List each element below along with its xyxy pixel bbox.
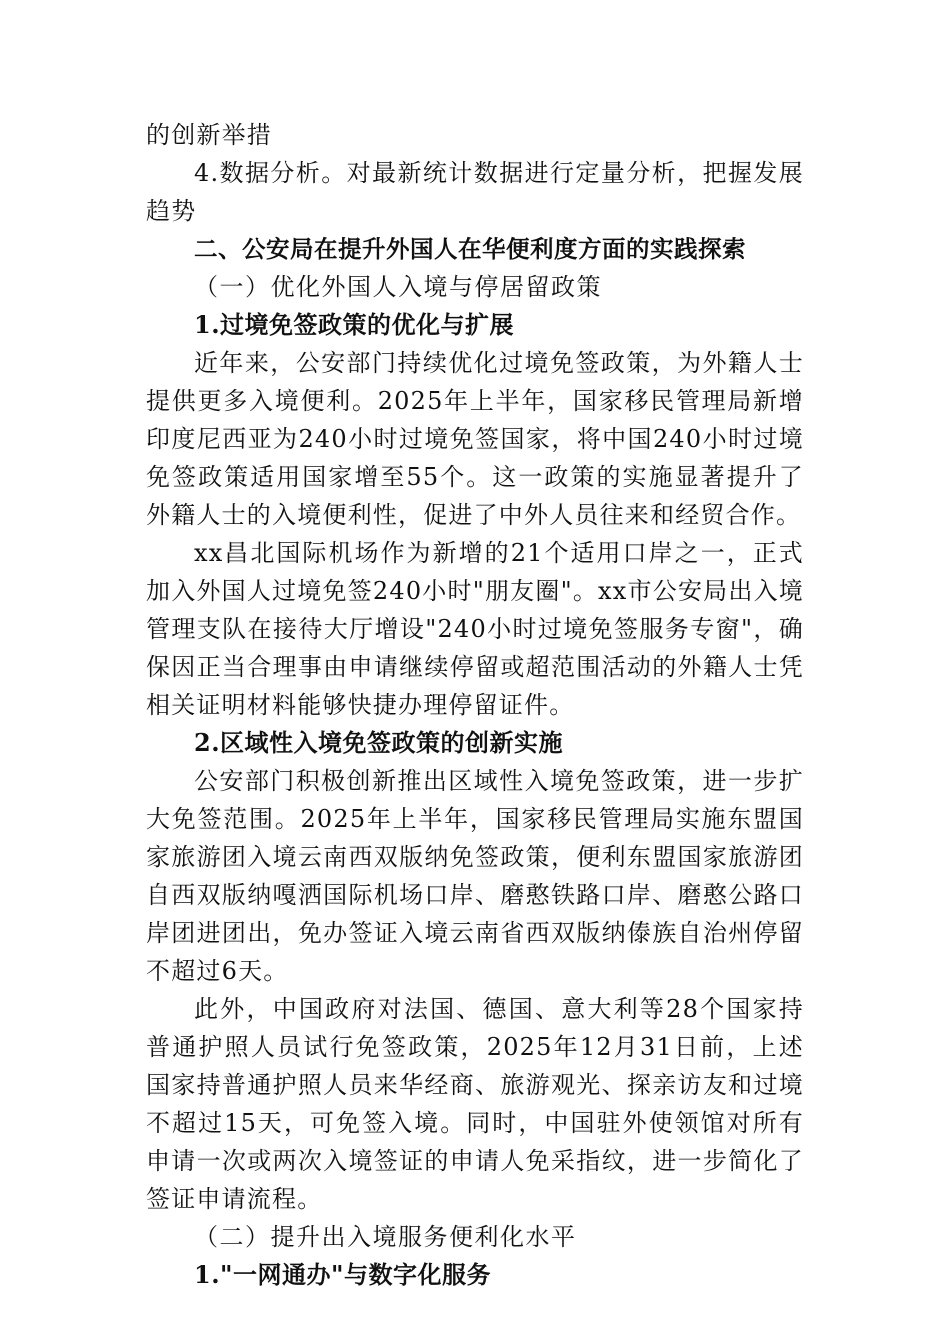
paragraph-visa-free-countries: 此外，中国政府对法国、德国、意大利等28个国家持普通护照人员试行免签政策，2025年12月31日前，上述国家持普通护照人员来华经商、旅游观光、探亲访友和过境不超过15天，可免签入境。同时，中国驻外使领馆对所有申请一次或两次入境签证的申请人免采指纹，进一步简化了签证申请流程。: [146, 995, 804, 1213]
paragraph-data-analysis: 4.数据分析。对最新统计数据进行定量分析，把握发展趋势: [146, 159, 804, 225]
paragraph-airport: xx昌北国际机场作为新增的21个适用口岸之一，正式加入外国人过境免签240小时"朋友圈"。xx市公安局出入境管理支队在接待大厅增设"240小时过境免签服务专窗"，确保因正当合理事由申请继续停留或超范围活动的外籍人士凭相关证明材料能够快捷办理停留证件。: [146, 539, 804, 719]
paragraph-continuation: 的创新举措: [146, 121, 272, 149]
subsection-heading-2: （二）提升出入境服务便利化水平: [194, 1223, 577, 1251]
item-heading-3: 1."一网通办"与数字化服务: [194, 1260, 492, 1289]
item-heading-1: 1.过境免签政策的优化与扩展: [194, 310, 515, 339]
paragraph-transit-visa: 近年来，公安部门持续优化过境免签政策，为外籍人士提供更多入境便利。2025年上半年，国家移民管理局新增印度尼西亚为240小时过境免签国家，将中国240小时过境免签政策适用国家增至55个。这一政策的实施显著提升了外籍人士的入境便利性，促进了中外人员往来和经贸合作。: [146, 349, 804, 529]
document-page: [146, 116, 804, 1294]
section-heading: 二、公安局在提升外国人在华便利度方面的实践探索: [194, 235, 746, 263]
item-heading-2: 2.区域性入境免签政策的创新实施: [194, 728, 564, 757]
paragraph-regional-visa: 公安部门积极创新推出区域性入境免签政策，进一步扩大免签范围。2025年上半年，国家移民管理局实施东盟国家旅游团入境云南西双版纳免签政策，便利东盟国家旅游团自西双版纳嘎洒国际机场口岸、磨憨铁路口岸、磨憨公路口岸团进团出，免办签证入境云南省西双版纳傣族自治州停留不超过6天。: [146, 767, 804, 985]
subsection-heading-1: （一）优化外国人入境与停居留政策: [194, 273, 602, 301]
